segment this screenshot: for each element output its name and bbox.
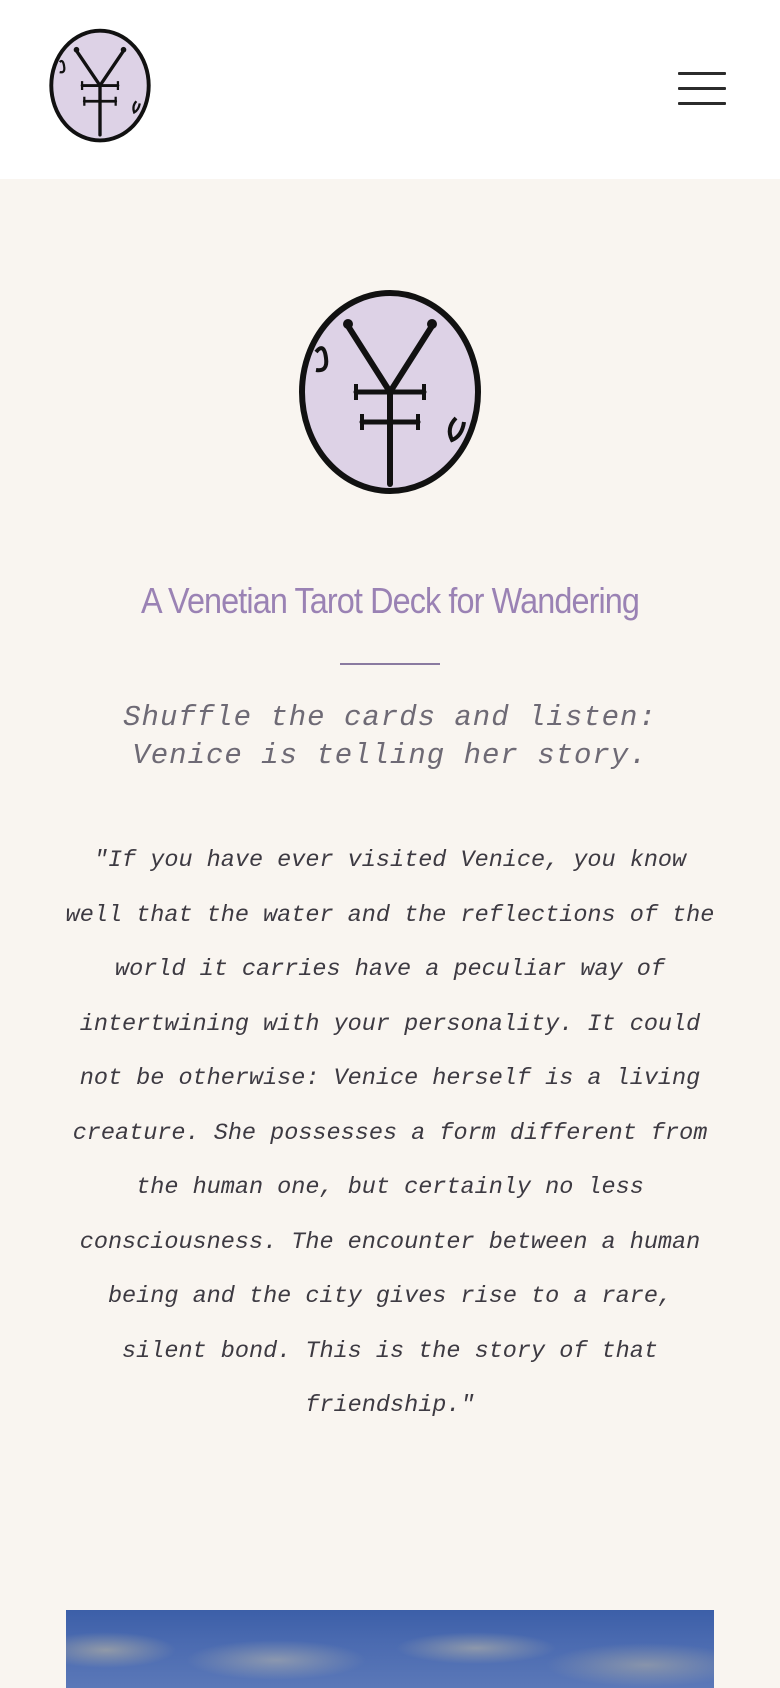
venetian-tarot-emblem-icon [290, 280, 490, 502]
hero-emblem-svg [290, 280, 490, 502]
venetian-tarot-emblem-icon[interactable] [44, 22, 156, 148]
menu-line [678, 87, 726, 90]
menu-line [678, 102, 726, 105]
page-title: A Venetian Tarot Deck for Wandering [140, 580, 640, 621]
title-divider [340, 663, 440, 665]
logo-emblem-svg [44, 22, 156, 148]
intro-quote: "If you have ever visited Venice, you know well that the water and the reflections of the world it carries have a peculiar way of intertwining with your personality. It could not be otherwise: Venice herself is a living creature. She possesses a form different from the human one, but certainly no less consciousness. The encounter between a human being and the city gives rise to a rare, silent bond. This is the story of that friendship." [65, 847, 715, 1419]
menu-line [678, 72, 726, 75]
venice-sky-image [66, 1610, 714, 1688]
hero-subtitle: Shuffle the cards and listen: Venice is telling her story. [123, 701, 657, 772]
hamburger-menu-icon[interactable] [674, 66, 730, 110]
site-header [0, 0, 780, 179]
